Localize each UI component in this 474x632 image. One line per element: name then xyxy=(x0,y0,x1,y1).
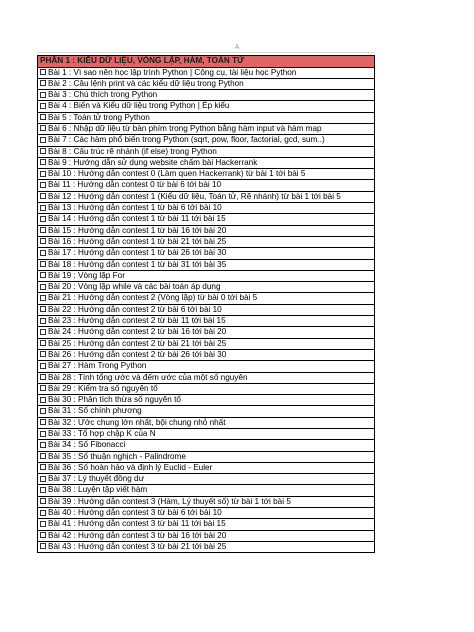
lesson-cell[interactable] xyxy=(38,101,375,112)
lesson-title: Bài 5 : Toán tử trong Python xyxy=(48,112,150,122)
checkbox-icon xyxy=(40,318,46,324)
lesson-title: Bài 4 : Biến và Kiểu dữ liệu trong Python | Ép kiểu xyxy=(48,101,230,111)
lesson-row xyxy=(38,406,375,417)
lesson-cell[interactable] xyxy=(38,462,375,473)
lesson-title: Bài 7 : Các hàm phổ biến trong Python (sqrt, pow, floor, factorial, gcd, sum..) xyxy=(48,135,325,145)
lesson-cell[interactable] xyxy=(38,395,375,406)
lesson-cell[interactable] xyxy=(38,304,375,315)
checkbox-icon xyxy=(40,171,46,177)
lesson-cell[interactable] xyxy=(38,180,375,191)
lesson-row xyxy=(38,67,375,78)
lesson-title: Bài 29 : Kiểm tra số nguyên tố xyxy=(48,383,158,393)
lesson-title: Bài 3 : Chú thích trong Python xyxy=(48,90,158,100)
lesson-title: Bài 18 : Hướng dẫn contest 1 từ bài 31 tới bài 35 xyxy=(48,259,227,269)
checkbox-icon xyxy=(40,92,46,98)
checkbox-icon xyxy=(40,374,46,380)
lesson-row xyxy=(38,282,375,293)
lesson-row xyxy=(38,78,375,89)
lesson-cell[interactable] xyxy=(38,78,375,89)
lesson-title: Bài 42 : Hướng dẫn contest 3 từ bài 16 tới bài 20 xyxy=(48,530,227,540)
lesson-row xyxy=(38,90,375,101)
checkbox-icon xyxy=(40,205,46,211)
lesson-title: Bài 10 : Hướng dẫn contest 0 (Làm quen Hackerrank) từ bài 1 tới bài 5 xyxy=(48,169,306,179)
checkbox-icon xyxy=(40,306,46,312)
checkbox-icon xyxy=(40,216,46,222)
lesson-cell[interactable] xyxy=(38,474,375,485)
checkbox-icon xyxy=(40,272,46,278)
lesson-row xyxy=(38,530,375,541)
checkbox-icon xyxy=(40,182,46,188)
lesson-title: Bài 41 : Hướng dẫn contest 3 từ bài 11 tới bài 15 xyxy=(48,519,226,529)
lesson-row xyxy=(38,383,375,394)
lesson-title: Bài 2 : Câu lệnh print và các kiểu dữ liệu trong Python xyxy=(48,78,244,88)
lesson-row xyxy=(38,236,375,247)
lesson-row xyxy=(38,112,375,123)
lesson-cell[interactable] xyxy=(38,383,375,394)
lesson-title: Bài 9 : Hướng dẫn sử dụng website chấm bài Hackerrank xyxy=(48,157,258,167)
lesson-row xyxy=(38,293,375,304)
checkbox-icon xyxy=(40,340,46,346)
lesson-row xyxy=(38,349,375,360)
checkbox-icon xyxy=(40,521,46,527)
lesson-cell[interactable] xyxy=(38,236,375,247)
lesson-title: Bài 17 : Hướng dẫn contest 1 từ bài 26 tới bài 30 xyxy=(48,248,227,258)
lesson-row xyxy=(38,270,375,281)
lesson-cell[interactable] xyxy=(38,361,375,372)
column-header-a: A xyxy=(234,44,240,51)
lesson-row xyxy=(38,214,375,225)
lesson-cell[interactable] xyxy=(38,282,375,293)
lesson-title: Bài 19 : Vòng lặp For xyxy=(48,270,125,280)
checkbox-icon xyxy=(40,125,46,131)
lesson-row xyxy=(38,203,375,214)
lesson-cell[interactable] xyxy=(38,67,375,78)
checkbox-icon xyxy=(40,250,46,256)
lesson-row xyxy=(38,146,375,157)
lesson-row xyxy=(38,180,375,191)
header-divider xyxy=(37,52,375,53)
lesson-title: Bài 32 : Ước chung lớn nhất, bội chung nhỏ nhất xyxy=(48,417,226,427)
lesson-row xyxy=(38,135,375,146)
lesson-cell[interactable] xyxy=(38,496,375,507)
lesson-title: Bài 31 : Số chính phương xyxy=(48,406,142,416)
lesson-row xyxy=(38,304,375,315)
checkbox-icon xyxy=(40,476,46,482)
lesson-title: Bài 23 : Hướng dẫn contest 2 từ bài 11 tới bài 15 xyxy=(48,316,226,326)
lesson-cell[interactable] xyxy=(38,406,375,417)
lesson-row xyxy=(38,372,375,383)
lesson-cell[interactable] xyxy=(38,270,375,281)
lesson-cell[interactable] xyxy=(38,169,375,180)
lesson-row xyxy=(38,338,375,349)
lesson-sheet xyxy=(37,55,375,553)
checkbox-icon xyxy=(40,543,46,549)
checkbox-icon xyxy=(40,498,46,504)
lesson-cell[interactable] xyxy=(38,225,375,236)
lesson-title: Bài 33 : Tổ hợp chập K của N xyxy=(48,429,156,438)
lesson-cell[interactable] xyxy=(38,90,375,101)
checkbox-icon xyxy=(40,408,46,414)
lesson-cell[interactable] xyxy=(38,541,375,552)
checkbox-icon xyxy=(40,419,46,425)
lesson-title: Bài 20 : Vòng lặp while và các bài toán áp dụng xyxy=(48,282,221,292)
lesson-cell[interactable] xyxy=(38,191,375,202)
lesson-title: Bài 13 : Hướng dẫn contest 1 từ bài 6 tới bài 10 xyxy=(48,203,222,213)
checkbox-icon xyxy=(40,69,46,75)
checkbox-icon xyxy=(40,159,46,165)
lesson-row xyxy=(38,157,375,168)
lesson-cell[interactable] xyxy=(38,338,375,349)
checkbox-icon xyxy=(40,453,46,459)
lesson-title: Bài 1 : Vì sao nên học lập trình Python | Công cụ, tài liệu học Python xyxy=(48,67,297,77)
lesson-row xyxy=(38,123,375,134)
lesson-title: Bài 30 : Phân tích thừa số nguyên tố xyxy=(48,395,181,405)
lesson-title: Bài 35 : Số thuận nghịch - Palindrome xyxy=(48,451,186,461)
lesson-cell[interactable] xyxy=(38,485,375,496)
lesson-title: Bài 37 : Lý thuyết đồng dư xyxy=(48,474,145,484)
lesson-title: Bài 21 : Hướng dẫn contest 2 (Vòng lặp) từ bài 0 tới bài 5 xyxy=(48,293,258,303)
lesson-row xyxy=(38,327,375,338)
lesson-title: Bài 24 : Hướng dẫn contest 2 từ bài 16 tới bài 20 xyxy=(48,327,227,337)
lesson-title: Bài 40 : Hướng dẫn contest 3 từ bài 6 tới bài 10 xyxy=(48,508,222,518)
lesson-title: Bài 38 : Luyện tập viết hàm xyxy=(48,485,148,495)
lesson-title: Bài 43 : Hướng dẫn contest 3 từ bài 21 tới bài 25 xyxy=(48,541,227,551)
lesson-row xyxy=(38,316,375,327)
checkbox-icon xyxy=(40,137,46,143)
lesson-cell[interactable] xyxy=(38,530,375,541)
lesson-row xyxy=(38,508,375,519)
lesson-cell[interactable] xyxy=(38,112,375,123)
lesson-cell[interactable] xyxy=(38,417,375,428)
checkbox-icon xyxy=(40,351,46,357)
lesson-title: Bài 34 : Số Fibonacci xyxy=(48,440,126,450)
checkbox-icon xyxy=(40,464,46,470)
lesson-row xyxy=(38,361,375,372)
lesson-cell[interactable] xyxy=(38,429,375,440)
lesson-cell[interactable] xyxy=(38,293,375,304)
lesson-row xyxy=(38,429,375,440)
lesson-row xyxy=(38,417,375,428)
lesson-cell[interactable] xyxy=(38,157,375,168)
lesson-title: Bài 15 : Hướng dẫn contest 1 từ bài 16 tới bài 20 xyxy=(48,225,227,235)
lesson-row xyxy=(38,451,375,462)
checkbox-icon xyxy=(40,103,46,109)
lesson-row xyxy=(38,496,375,507)
lesson-row xyxy=(38,191,375,202)
lesson-cell[interactable] xyxy=(38,451,375,462)
checkbox-icon xyxy=(40,431,46,437)
checkbox-icon xyxy=(40,238,46,244)
checkbox-icon xyxy=(40,80,46,86)
checkbox-icon xyxy=(40,397,46,403)
lesson-cell[interactable] xyxy=(38,123,375,134)
checkbox-icon xyxy=(40,363,46,369)
lesson-title: Bài 39 : Hướng dẫn contest 3 (Hàm, Lý thuyết số) từ bài 1 tới bài 5 xyxy=(48,496,291,506)
lesson-cell[interactable] xyxy=(38,259,375,270)
lesson-title: Bài 36 : Số hoàn hảo và định lý Euclid - Euler xyxy=(48,462,213,472)
lesson-row xyxy=(38,248,375,259)
lesson-cell[interactable] xyxy=(38,327,375,338)
lesson-row xyxy=(38,474,375,485)
lesson-cell[interactable] xyxy=(38,372,375,383)
lesson-title: Bài 28 : Tính tổng ước và đếm ước của một số nguyên xyxy=(48,372,248,382)
checkbox-icon xyxy=(40,193,46,199)
lesson-cell[interactable] xyxy=(38,519,375,530)
lesson-title: Bài 25 : Hướng dẫn contest 2 từ bài 21 tới bài 25 xyxy=(48,338,227,348)
lesson-title: Bài 27 : Hàm Trong Python xyxy=(48,361,147,371)
lesson-cell[interactable] xyxy=(38,349,375,360)
lesson-cell[interactable] xyxy=(38,146,375,157)
checkbox-icon xyxy=(40,329,46,335)
section-title: PHẦN 1 : KIỂU DỮ LIỆU, VÒNG LẶP, HÀM, TOÁN TỬ xyxy=(38,56,375,68)
lesson-row xyxy=(38,440,375,451)
lesson-title: Bài 11 : Hướng dẫn contest 0 từ bài 6 tới bài 10 xyxy=(48,180,222,190)
lesson-row xyxy=(38,462,375,473)
lesson-row xyxy=(38,541,375,552)
lesson-title: Bài 6 : Nhập dữ liệu từ bàn phím trong Python bằng hàm input và hàm map xyxy=(48,123,322,133)
lesson-cell[interactable] xyxy=(38,214,375,225)
lesson-title: Bài 26 : Hướng dẫn contest 2 từ bài 26 tới bài 30 xyxy=(48,349,227,359)
section-header-row xyxy=(38,56,375,68)
checkbox-icon xyxy=(40,295,46,301)
lesson-title: Bài 8 : Cấu trúc rẽ nhánh (if else) trong Python xyxy=(48,146,217,156)
lesson-row xyxy=(38,519,375,530)
lesson-cell[interactable] xyxy=(38,135,375,146)
checkbox-icon xyxy=(40,510,46,516)
lesson-cell[interactable] xyxy=(38,316,375,327)
lesson-title: Bài 16 : Hướng dẫn contest 1 từ bài 21 tới bài 25 xyxy=(48,236,227,246)
lesson-cell[interactable] xyxy=(38,203,375,214)
checkbox-icon xyxy=(40,442,46,448)
checkbox-icon xyxy=(40,487,46,493)
lesson-title: Bài 12 : Hướng dẫn contest 1 (Kiểu dữ liệu, Toán tử, Rẽ nhánh) từ bài 1 tới bài 5 xyxy=(48,191,341,201)
lesson-cell[interactable] xyxy=(38,508,375,519)
lesson-row xyxy=(38,225,375,236)
lesson-row xyxy=(38,395,375,406)
checkbox-icon xyxy=(40,532,46,538)
lesson-row xyxy=(38,259,375,270)
lesson-row xyxy=(38,101,375,112)
checkbox-icon xyxy=(40,114,46,120)
lesson-title: Bài 14 : Hướng dẫn contest 1 từ bài 11 tới bài 15 xyxy=(48,214,226,224)
checkbox-icon xyxy=(40,148,46,154)
lesson-cell[interactable] xyxy=(38,248,375,259)
lesson-title: Bài 22 : Hướng dẫn contest 2 từ bài 6 tới bài 10 xyxy=(48,304,222,314)
lesson-row xyxy=(38,485,375,496)
checkbox-icon xyxy=(40,284,46,290)
lesson-cell[interactable] xyxy=(38,440,375,451)
lesson-row xyxy=(38,169,375,180)
checkbox-icon xyxy=(40,385,46,391)
checkbox-icon xyxy=(40,261,46,267)
checkbox-icon xyxy=(40,227,46,233)
